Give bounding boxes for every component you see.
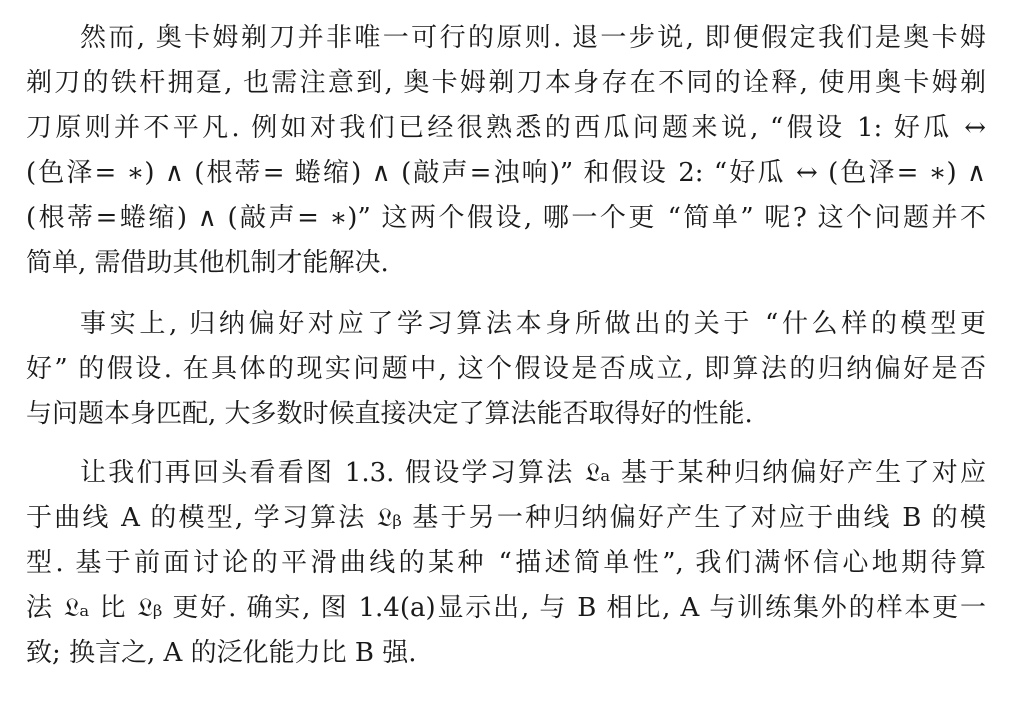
text-line: 法 𝔏ₐ 比 𝔏ᵦ 更好. 确实, 图 1.4(a)显示出, 与 B 相比, A 与训练集外的样本更一 <box>26 593 986 623</box>
paragraph-figure-discussion <box>26 451 986 676</box>
text-line: 型. 基于前面讨论的平滑曲线的某种 “描述简单性”, 我们满怀信心地期待算 <box>26 548 986 578</box>
text-line: 好” 的假设. 在具体的现实问题中, 这个假设是否成立, 即算法的归纳偏好是否 <box>26 354 986 384</box>
text-line: 简单, 需借助其他机制才能解决. <box>26 248 389 278</box>
paragraph-occam-razor <box>26 16 986 286</box>
text-line: 致; 换言之, A 的泛化能力比 B 强. <box>26 638 417 668</box>
text-line: 然而, 奥卡姆剃刀并非唯一可行的原则. 退一步说, 即便假定我们是奥卡姆 <box>80 23 986 53</box>
text-line: 事实上, 归纳偏好对应了学习算法本身所做出的关于 “什么样的模型更 <box>80 309 986 339</box>
text-line: (色泽= ∗) ∧ (根蒂= 蜷缩) ∧ (敲声=浊响)” 和假设 2: “好瓜 ↔ (色泽= ∗) ∧ <box>26 158 986 188</box>
text-line: 剃刀的铁杆拥趸, 也需注意到, 奥卡姆剃刀本身存在不同的诠释, 使用奥卡姆剃 <box>26 68 986 98</box>
text-line: 与问题本身匹配, 大多数时候直接决定了算法能否取得好的性能. <box>26 399 753 429</box>
text-line: 让我们再回头看看图 1.3. 假设学习算法 𝔏ₐ 基于某种归纳偏好产生了对应 <box>80 458 986 488</box>
text-line: 于曲线 A 的模型, 学习算法 𝔏ᵦ 基于另一种归纳偏好产生了对应于曲线 B 的模 <box>26 503 986 533</box>
text-line: 刀原则并不平凡. 例如对我们已经很熟悉的西瓜问题来说, “假设 1: 好瓜 ↔ <box>26 113 986 143</box>
text-line: (根蒂=蜷缩) ∧ (敲声= ∗)” 这两个假设, 哪一个更 “简单” 呢? 这个问题并不 <box>26 203 986 233</box>
paragraph-inductive-bias <box>26 302 986 437</box>
